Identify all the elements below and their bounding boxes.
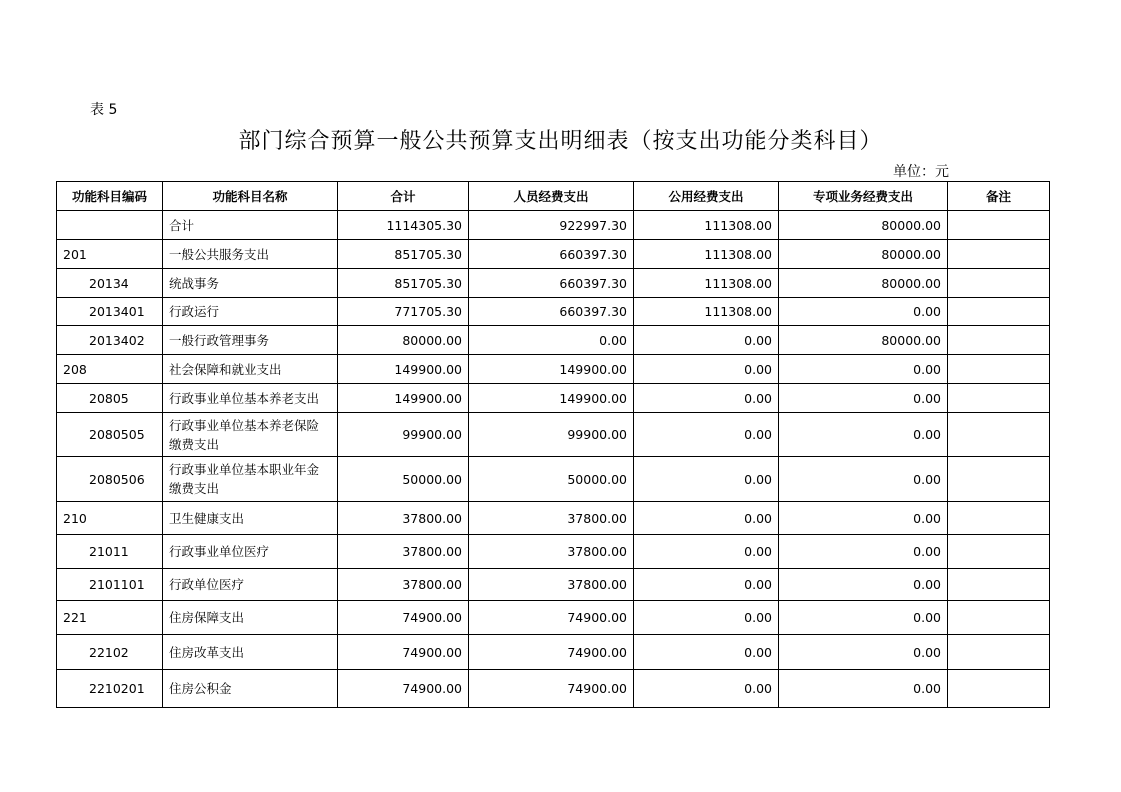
personnel-expense: 37800.00 (469, 569, 634, 601)
total-amount: 74900.00 (338, 601, 469, 635)
column-header: 公用经费支出 (634, 182, 779, 211)
function-name: 住房保障支出 (163, 601, 338, 635)
note-cell (948, 240, 1050, 269)
table-row (57, 502, 1050, 535)
function-name: 一般行政管理事务 (163, 326, 338, 355)
function-name: 行政事业单位基本职业年金缴费支出 (163, 457, 338, 502)
table-label: 表 5 (90, 102, 118, 118)
function-name: 一般公共服务支出 (163, 240, 338, 269)
total-amount: 74900.00 (338, 670, 469, 708)
note-cell (948, 269, 1050, 298)
note-cell (948, 298, 1050, 326)
function-name: 行政运行 (163, 298, 338, 326)
function-name: 行政事业单位基本养老保险缴费支出 (163, 413, 338, 457)
special-expense: 0.00 (779, 670, 948, 708)
column-header: 功能科目编码 (57, 182, 163, 211)
function-code: 2013402 (57, 326, 163, 355)
table-row (57, 569, 1050, 601)
total-amount: 37800.00 (338, 502, 469, 535)
total-amount: 74900.00 (338, 635, 469, 670)
public-expense: 0.00 (634, 670, 779, 708)
special-expense: 0.00 (779, 298, 948, 326)
table-row (57, 457, 1050, 502)
total-amount: 80000.00 (338, 326, 469, 355)
special-expense: 0.00 (779, 457, 948, 502)
note-cell (948, 670, 1050, 708)
note-cell (948, 211, 1050, 240)
note-cell (948, 569, 1050, 601)
function-name: 卫生健康支出 (163, 502, 338, 535)
function-code: 210 (57, 502, 163, 535)
special-expense: 0.00 (779, 569, 948, 601)
note-cell (948, 326, 1050, 355)
special-expense: 0.00 (779, 413, 948, 457)
personnel-expense: 37800.00 (469, 502, 634, 535)
table-row (57, 298, 1050, 326)
total-amount: 149900.00 (338, 355, 469, 384)
public-expense: 111308.00 (634, 269, 779, 298)
personnel-expense: 0.00 (469, 326, 634, 355)
personnel-expense: 660397.30 (469, 269, 634, 298)
table-row (57, 211, 1050, 240)
function-name: 住房改革支出 (163, 635, 338, 670)
public-expense: 111308.00 (634, 240, 779, 269)
unit-label: 单位：元 (893, 164, 949, 180)
total-amount: 50000.00 (338, 457, 469, 502)
public-expense: 0.00 (634, 502, 779, 535)
public-expense: 0.00 (634, 601, 779, 635)
table-row (57, 635, 1050, 670)
personnel-expense: 74900.00 (469, 670, 634, 708)
personnel-expense: 37800.00 (469, 535, 634, 569)
personnel-expense: 660397.30 (469, 298, 634, 326)
budget-table (56, 181, 1050, 708)
page-title: 部门综合预算一般公共预算支出明细表（按支出功能分类科目） (238, 129, 883, 154)
total-amount: 99900.00 (338, 413, 469, 457)
function-name: 住房公积金 (163, 670, 338, 708)
personnel-expense: 99900.00 (469, 413, 634, 457)
personnel-expense: 74900.00 (469, 601, 634, 635)
personnel-expense: 50000.00 (469, 457, 634, 502)
special-expense: 80000.00 (779, 326, 948, 355)
function-code (57, 211, 163, 240)
total-amount: 149900.00 (338, 384, 469, 413)
table-row (57, 535, 1050, 569)
table-row (57, 326, 1050, 355)
function-code: 2080506 (57, 457, 163, 502)
public-expense: 0.00 (634, 457, 779, 502)
note-cell (948, 384, 1050, 413)
function-code: 2210201 (57, 670, 163, 708)
special-expense: 80000.00 (779, 269, 948, 298)
total-amount: 37800.00 (338, 569, 469, 601)
special-expense: 0.00 (779, 502, 948, 535)
column-header: 合计 (338, 182, 469, 211)
function-code: 2080505 (57, 413, 163, 457)
function-code: 2101101 (57, 569, 163, 601)
function-name: 行政单位医疗 (163, 569, 338, 601)
public-expense: 0.00 (634, 535, 779, 569)
column-header: 备注 (948, 182, 1050, 211)
special-expense: 80000.00 (779, 240, 948, 269)
function-name: 行政事业单位基本养老支出 (163, 384, 338, 413)
public-expense: 0.00 (634, 326, 779, 355)
function-name: 合计 (163, 211, 338, 240)
table-row (57, 355, 1050, 384)
special-expense: 0.00 (779, 355, 948, 384)
function-name: 行政事业单位医疗 (163, 535, 338, 569)
total-amount: 1114305.30 (338, 211, 469, 240)
function-code: 20134 (57, 269, 163, 298)
personnel-expense: 149900.00 (469, 355, 634, 384)
column-header: 人员经费支出 (469, 182, 634, 211)
table-row (57, 240, 1050, 269)
function-code: 2013401 (57, 298, 163, 326)
public-expense: 0.00 (634, 355, 779, 384)
note-cell (948, 601, 1050, 635)
special-expense: 80000.00 (779, 211, 948, 240)
function-code: 22102 (57, 635, 163, 670)
column-header: 功能科目名称 (163, 182, 338, 211)
table-row (57, 269, 1050, 298)
function-code: 20805 (57, 384, 163, 413)
function-name: 社会保障和就业支出 (163, 355, 338, 384)
table-row (57, 413, 1050, 457)
special-expense: 0.00 (779, 601, 948, 635)
table-row (57, 601, 1050, 635)
personnel-expense: 660397.30 (469, 240, 634, 269)
note-cell (948, 413, 1050, 457)
public-expense: 0.00 (634, 569, 779, 601)
public-expense: 0.00 (634, 384, 779, 413)
table-row (57, 384, 1050, 413)
personnel-expense: 149900.00 (469, 384, 634, 413)
public-expense: 0.00 (634, 413, 779, 457)
public-expense: 111308.00 (634, 298, 779, 326)
special-expense: 0.00 (779, 635, 948, 670)
total-amount: 37800.00 (338, 535, 469, 569)
function-name: 统战事务 (163, 269, 338, 298)
note-cell (948, 355, 1050, 384)
table-header-row (57, 182, 1050, 211)
personnel-expense: 922997.30 (469, 211, 634, 240)
note-cell (948, 457, 1050, 502)
table-row (57, 670, 1050, 708)
function-code: 201 (57, 240, 163, 269)
column-header: 专项业务经费支出 (779, 182, 948, 211)
special-expense: 0.00 (779, 384, 948, 413)
personnel-expense: 74900.00 (469, 635, 634, 670)
note-cell (948, 535, 1050, 569)
total-amount: 851705.30 (338, 240, 469, 269)
note-cell (948, 502, 1050, 535)
special-expense: 0.00 (779, 535, 948, 569)
function-code: 208 (57, 355, 163, 384)
public-expense: 0.00 (634, 635, 779, 670)
function-code: 21011 (57, 535, 163, 569)
note-cell (948, 635, 1050, 670)
function-code: 221 (57, 601, 163, 635)
total-amount: 771705.30 (338, 298, 469, 326)
total-amount: 851705.30 (338, 269, 469, 298)
public-expense: 111308.00 (634, 211, 779, 240)
